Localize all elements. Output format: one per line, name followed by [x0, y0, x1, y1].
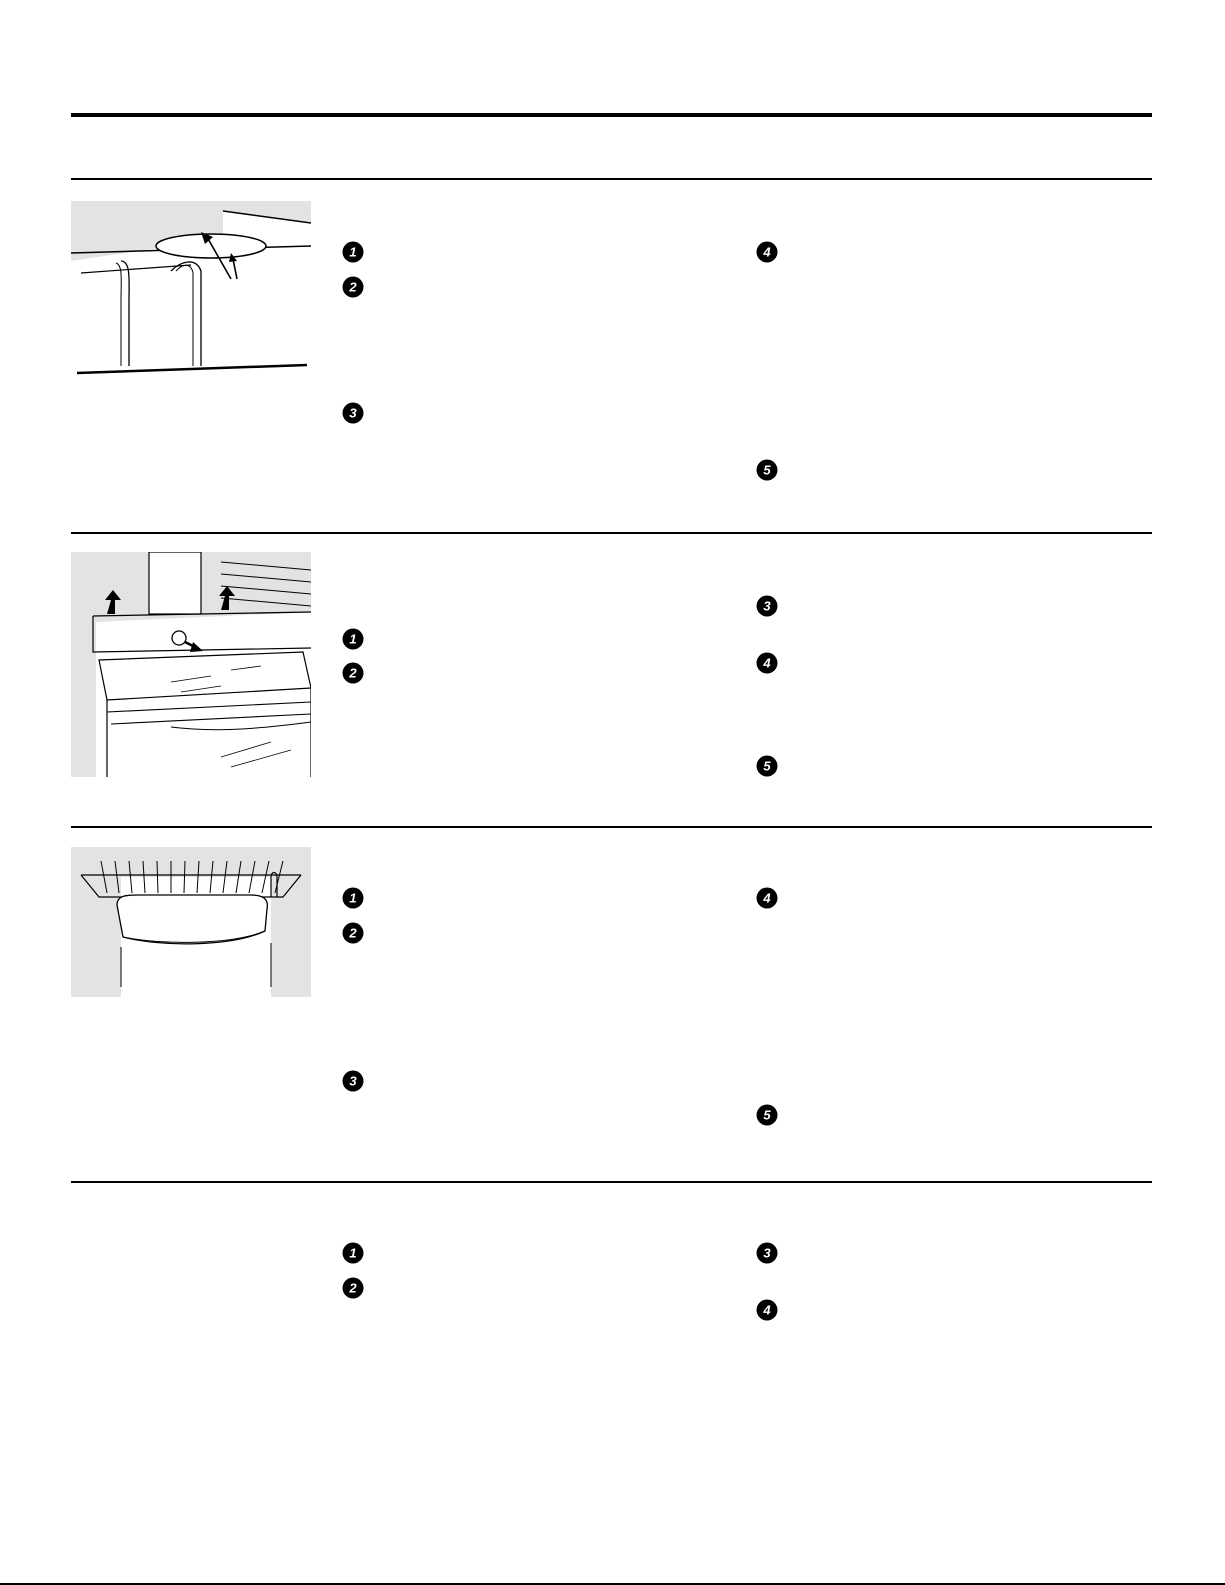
svg-text:4: 4 — [763, 890, 771, 906]
svg-text:2: 2 — [349, 665, 357, 681]
section-3-step-1-marker — [342, 887, 364, 909]
range-backguard-illustration — [71, 552, 311, 777]
svg-text:1: 1 — [349, 1245, 357, 1261]
section-1-step-2-marker — [342, 276, 364, 298]
svg-text:3: 3 — [763, 1245, 771, 1261]
section-4-step-1-marker — [342, 1242, 364, 1264]
section-3-step-3-marker — [342, 1070, 364, 1092]
section-4-step-3-marker — [756, 1242, 778, 1264]
section-divider-3 — [71, 826, 1152, 828]
svg-text:2: 2 — [349, 1280, 357, 1296]
section-3-step-2-marker — [342, 922, 364, 944]
svg-text:3: 3 — [763, 598, 771, 614]
section-2-step-4-marker — [756, 652, 778, 674]
svg-text:3: 3 — [349, 1073, 357, 1089]
section-divider-2 — [71, 532, 1152, 534]
svg-text:5: 5 — [763, 1107, 771, 1123]
svg-text:1: 1 — [349, 631, 357, 647]
section-2-step-1-marker — [342, 628, 364, 650]
svg-text:5: 5 — [763, 462, 771, 478]
section-1-step-4-marker — [756, 241, 778, 263]
svg-text:1: 1 — [349, 890, 357, 906]
section-1-step-5-marker — [756, 459, 778, 481]
shelf-light-shield-illustration — [71, 847, 311, 997]
section-3-step-5-marker — [756, 1104, 778, 1126]
section-1-step-1-marker — [342, 241, 364, 263]
svg-text:4: 4 — [763, 1302, 771, 1318]
section-2-step-3-marker — [756, 595, 778, 617]
section-2-step-5-marker — [756, 755, 778, 777]
svg-text:2: 2 — [349, 925, 357, 941]
section-2-step-2-marker — [342, 662, 364, 684]
svg-text:3: 3 — [349, 405, 357, 421]
section-divider-4 — [71, 1181, 1152, 1183]
svg-text:2: 2 — [349, 279, 357, 295]
section-4-step-4-marker — [756, 1299, 778, 1321]
svg-text:4: 4 — [763, 244, 771, 260]
section-1-step-3-marker — [342, 402, 364, 424]
svg-text:4: 4 — [763, 655, 771, 671]
section-divider-1 — [71, 178, 1152, 180]
light-cover-illustration — [71, 201, 311, 379]
svg-text:1: 1 — [349, 244, 357, 260]
section-4-step-2-marker — [342, 1277, 364, 1299]
svg-text:5: 5 — [763, 758, 771, 774]
section-3-step-4-marker — [756, 887, 778, 909]
header-rule — [71, 113, 1152, 117]
